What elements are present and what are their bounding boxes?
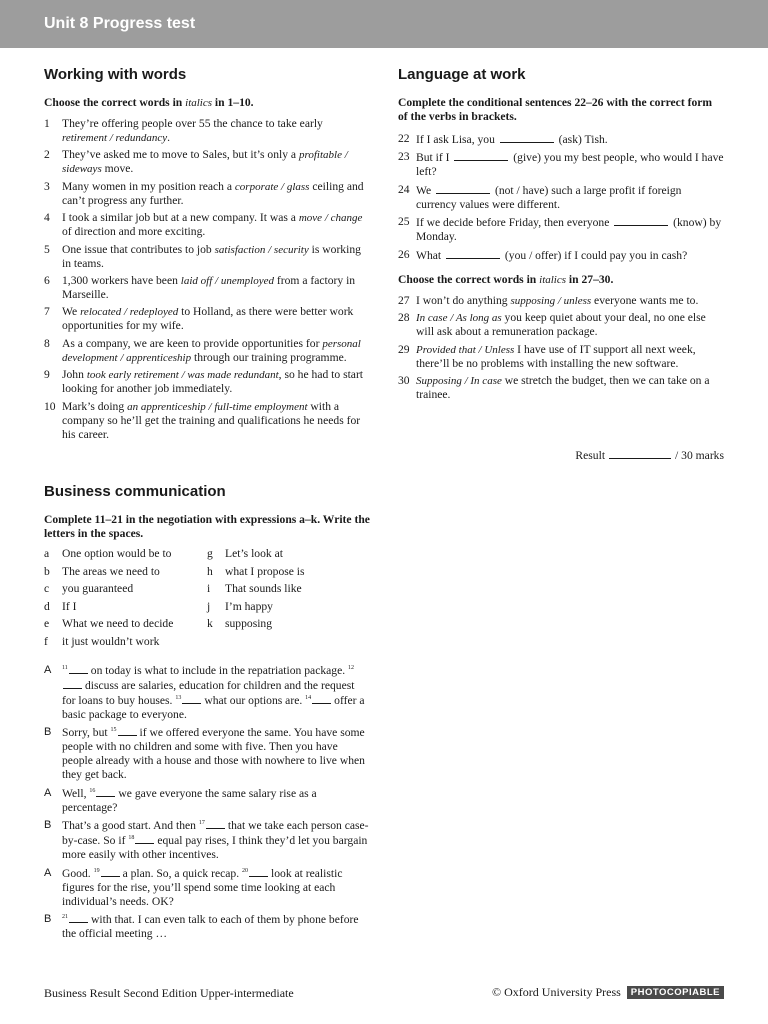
- expression-option: [207, 547, 370, 565]
- option-row: [44, 565, 370, 583]
- answer-blank: [206, 818, 225, 829]
- item-number: 7: [44, 305, 50, 319]
- text-segment: Mark’s doing: [62, 399, 128, 413]
- text-segment: Sorry, but: [62, 726, 111, 740]
- conditional-items-list: [398, 132, 724, 266]
- text-segment: Good.: [62, 866, 94, 880]
- item-number: 2: [44, 148, 50, 162]
- item-number: 8: [44, 336, 50, 350]
- text-segment: (know) by Monday.: [416, 216, 722, 244]
- gap-number: 12: [348, 665, 355, 671]
- text-segment: everyone wants me to.: [591, 294, 699, 307]
- text-segment: with a company so he’ll get the training and qualifications he needs for his career.: [62, 399, 361, 441]
- text-segment: We: [62, 305, 81, 319]
- answer-blank: [454, 150, 508, 161]
- answer-blank: [118, 725, 137, 736]
- choice-options-text: italics: [185, 97, 213, 109]
- answer-blank: [249, 866, 268, 877]
- item-number: 5: [44, 242, 50, 256]
- gap-number: 14: [305, 695, 312, 701]
- item-number: 22: [398, 132, 410, 145]
- text-segment: if we offered everyone the same. You have some people with no children and some with five. Then you have people already with a house and those with nowhere to live when they get back.: [62, 726, 365, 782]
- text-segment: That’s a good start. And then: [62, 819, 199, 833]
- text-segment: (give) you my best people, who would I have left?: [416, 151, 724, 179]
- instruction-conditionals: [398, 96, 724, 124]
- text-segment: Choose the correct words in: [44, 96, 186, 109]
- result-line: [398, 448, 724, 463]
- text-segment: from a factory in Marseille.: [62, 273, 356, 301]
- question-item: [44, 866, 370, 909]
- option-text: it just wouldn’t work: [62, 634, 160, 648]
- text-segment: I have use of IT support all next week, there’ll be no problems with installing the new software.: [416, 342, 696, 370]
- question-item: [398, 132, 724, 147]
- negotiation-dialogue: [44, 663, 370, 944]
- question-item: [44, 818, 370, 862]
- item-text: [62, 400, 370, 442]
- item-number: 23: [398, 150, 410, 164]
- gap-number: 21: [62, 913, 68, 920]
- instruction-business: [44, 513, 370, 541]
- item-number: 29: [398, 342, 410, 356]
- text-segment: look at realistic figures for the rise, you’ll spend some time looking at each individual’s needs. OK?: [62, 866, 343, 908]
- choice-options-text: retirement / redundancy: [62, 132, 168, 144]
- item-text: [416, 374, 724, 402]
- text-segment: in 1–10.: [212, 96, 254, 109]
- question-item: [44, 148, 370, 176]
- text-segment: , so he had to start looking for another job immediately.: [62, 368, 364, 396]
- option-text: What we need to decide: [62, 617, 174, 631]
- choice-options-text: an apprenticeship / full-time employment: [127, 400, 308, 413]
- choice-options-text: personal development / apprenticeship: [62, 337, 361, 364]
- choice-options-text: Provided that / Unless: [416, 343, 515, 356]
- working-items-list: [44, 117, 370, 445]
- expression-option: [44, 565, 207, 583]
- option-text: Let’s look at: [225, 547, 283, 560]
- item-text: [62, 243, 370, 271]
- footer-publisher: [492, 985, 724, 1000]
- answer-blank: [63, 678, 82, 689]
- option-letter: b: [44, 564, 50, 578]
- gap-number: 19: [93, 867, 100, 874]
- option-row: [44, 635, 370, 653]
- answer-blank: [69, 663, 88, 674]
- result-total: / 30 marks: [675, 449, 724, 462]
- text-segment: of direction and more exciting.: [62, 225, 206, 239]
- item-text: [62, 148, 370, 176]
- question-item: [44, 180, 370, 208]
- item-number: A: [44, 786, 52, 799]
- item-number: A: [44, 664, 52, 676]
- item-text: [62, 337, 370, 365]
- item-number: 24: [398, 182, 410, 196]
- answer-blank: [312, 693, 331, 704]
- text-segment: move.: [101, 162, 134, 176]
- result-blank: [609, 448, 671, 459]
- option-text: what I propose is: [225, 564, 305, 578]
- item-text: [62, 912, 370, 941]
- option-letter: f: [44, 634, 48, 648]
- text-segment: .: [167, 131, 170, 144]
- text-segment: that we take each person case-by-case. So if: [62, 819, 369, 848]
- option-text: you guaranteed: [62, 582, 134, 596]
- gap-number: 11: [62, 665, 68, 671]
- text-segment: Complete 11–21 in the negotiation with expressions a–k. Write the letters in the spaces.: [44, 513, 370, 540]
- question-item: [44, 725, 370, 782]
- option-row: [44, 600, 370, 618]
- text-segment: If I ask Lisa, you: [416, 133, 498, 146]
- text-segment: ceiling and can’t progress any further.: [62, 179, 364, 207]
- option-letter: c: [44, 582, 50, 596]
- question-item: [398, 374, 724, 402]
- choice-options-text: profitable / sideways: [62, 149, 348, 176]
- item-text: [416, 248, 724, 263]
- answer-blank: [614, 215, 668, 226]
- text-segment: 1,300 workers have been: [62, 273, 181, 287]
- option-letter: g: [207, 547, 213, 560]
- text-segment: we gave everyone the same salary rise as a percentage?: [62, 786, 317, 814]
- answer-blank: [500, 132, 554, 143]
- item-text: [62, 211, 370, 239]
- option-text: The areas we need to: [62, 564, 160, 578]
- question-item: [44, 274, 370, 302]
- text-segment: We: [416, 183, 435, 197]
- text-segment: I took a similar job but at a new company. It was a: [62, 211, 299, 225]
- photocopiable-badge: PHOTOCOPIABLE: [627, 986, 724, 999]
- option-row: [44, 547, 370, 565]
- section-title-language-at-work: Language at work: [398, 66, 526, 83]
- item-number: 25: [398, 215, 410, 229]
- option-letter: i: [207, 582, 211, 596]
- section-title-business-communication: Business communication: [44, 483, 226, 500]
- expression-option: [44, 600, 207, 618]
- text-segment: in 27–30.: [566, 273, 614, 286]
- answer-blank: [182, 693, 201, 704]
- question-item: [44, 211, 370, 239]
- choice-options-text: laid off / unemployed: [180, 274, 274, 287]
- answer-blank: [101, 866, 120, 877]
- question-item: [44, 663, 370, 722]
- question-item: [398, 150, 724, 179]
- item-text: [62, 368, 370, 396]
- expression-option: [44, 617, 207, 635]
- answer-blank: [135, 833, 154, 844]
- text-segment: Complete the conditional sentences 22–26 with the correct form of the verbs in brackets.: [398, 96, 713, 123]
- item-text: [62, 786, 370, 815]
- choice-options-text: corporate / glass: [234, 180, 310, 193]
- text-segment: offer a basic package to everyone.: [62, 694, 365, 721]
- question-item: [44, 243, 370, 271]
- expression-option: [207, 600, 370, 618]
- text-segment: discuss are salaries, education for children and the request for loans to buy houses.: [62, 679, 355, 707]
- option-text: If I: [62, 599, 77, 613]
- question-item: [44, 400, 370, 442]
- item-number: 30: [398, 374, 410, 388]
- text-segment: (you / offer) if I could pay you in cash?: [502, 248, 688, 262]
- text-segment: Well,: [62, 786, 90, 800]
- question-item: [44, 117, 370, 145]
- page-title: Unit 8 Progress test: [44, 15, 196, 32]
- choice-options-text: relocated / redeployed: [80, 306, 179, 319]
- item-text: [416, 311, 724, 339]
- expression-option: [44, 547, 207, 565]
- item-number: 3: [44, 179, 50, 193]
- option-text: supposing: [225, 617, 273, 631]
- text-segment: a plan. So, a quick recap.: [122, 866, 242, 880]
- option-letter: a: [44, 547, 50, 560]
- item-text: [62, 663, 370, 722]
- text-segment: But if I: [416, 151, 453, 165]
- text-segment: They’ve asked me to move to Sales, but it’s only a: [62, 148, 299, 162]
- option-text: That sounds like: [225, 582, 302, 596]
- expression-option: [207, 582, 370, 600]
- text-segment: you keep quiet about your deal, no one else will ask about a remuneration package.: [416, 311, 706, 339]
- section-title-working-with-words: Working with words: [44, 66, 187, 83]
- choice-options-text: move / change: [298, 212, 363, 225]
- question-item: [44, 305, 370, 333]
- item-number: B: [44, 912, 52, 925]
- gap-number: 16: [89, 787, 96, 794]
- publisher-text: © Oxford University Press: [492, 985, 621, 999]
- item-number: 26: [398, 247, 410, 261]
- item-text: [416, 343, 724, 371]
- header-bar: [0, 0, 768, 48]
- item-text: [62, 117, 370, 145]
- gap-number: 20: [242, 867, 248, 874]
- option-text: One option would be to: [62, 547, 172, 560]
- choice-options-text: satisfaction / security: [214, 243, 309, 256]
- item-number: B: [44, 819, 52, 832]
- gap-number: 15: [110, 727, 117, 734]
- expression-option: [44, 582, 207, 600]
- question-item: [398, 183, 724, 212]
- text-segment: through our training programme.: [191, 350, 347, 364]
- option-letter: k: [207, 617, 213, 631]
- item-text: [62, 305, 370, 333]
- item-number: 28: [398, 311, 410, 325]
- footer-book-title: Business Result Second Edition Upper-intermediate: [44, 986, 294, 1000]
- text-segment: to Holland, as there were better work opportunities for my wife.: [62, 305, 354, 333]
- question-item: [398, 311, 724, 339]
- item-text: [62, 866, 370, 909]
- answer-blank: [69, 912, 88, 923]
- item-number: 6: [44, 273, 50, 287]
- text-segment: on today is what to include in the repatriation package.: [90, 664, 349, 677]
- text-segment: (not / have) such a large profit if foreign currency values were different.: [416, 183, 682, 211]
- item-text: [416, 132, 724, 147]
- item-number: 4: [44, 211, 50, 225]
- choice-options-text: italics: [539, 274, 567, 286]
- question-item: [398, 215, 724, 244]
- question-item: [398, 294, 724, 308]
- item-text: [62, 818, 370, 862]
- item-number: 27: [398, 294, 410, 307]
- text-segment: Many women in my position reach a: [62, 179, 235, 193]
- instruction-working: [44, 96, 370, 110]
- text-segment: One issue that contributes to job: [62, 242, 215, 256]
- text-segment: I won’t do anything: [416, 294, 511, 307]
- answer-blank: [446, 248, 500, 259]
- text-segment: Choose the correct words in: [398, 273, 540, 286]
- choice-options-text: In case / As long as: [416, 312, 502, 325]
- option-row: [44, 582, 370, 600]
- gap-number: 17: [198, 820, 205, 827]
- question-item: [44, 912, 370, 941]
- question-item: [44, 786, 370, 815]
- answer-blank: [436, 183, 490, 194]
- text-segment: with that. I can even talk to each of them by phone before the official meeting …: [62, 912, 359, 940]
- text-segment: What: [416, 248, 445, 262]
- answer-blank: [96, 786, 115, 797]
- item-text: [62, 725, 370, 782]
- question-item: [398, 343, 724, 371]
- item-text: [62, 274, 370, 302]
- question-item: [398, 248, 724, 263]
- option-letter: h: [207, 564, 213, 578]
- item-text: [62, 180, 370, 208]
- gap-number: 13: [175, 695, 182, 701]
- item-number: 9: [44, 368, 50, 382]
- expression-option: [44, 635, 210, 653]
- item-number: 1: [44, 117, 50, 130]
- option-row: [44, 617, 370, 635]
- option-letter: d: [44, 599, 50, 613]
- text-segment: As a company, we are keen to provide opportunities for: [62, 336, 323, 350]
- choice-items-list: [398, 294, 724, 406]
- expression-option: [207, 617, 370, 635]
- item-number: B: [44, 726, 52, 739]
- item-number: 10: [44, 399, 56, 413]
- choice-options-text: took early retirement / was made redundant: [86, 369, 279, 382]
- option-text: I’m happy: [225, 599, 273, 613]
- choice-options-text: supposing / unless: [510, 295, 592, 307]
- choice-options-text: Supposing / In case: [416, 375, 502, 388]
- text-segment: They’re offering people over 55 the chance to take early: [62, 117, 323, 130]
- option-letter: e: [44, 617, 50, 631]
- result-label: Result: [575, 449, 606, 462]
- item-text: [416, 183, 724, 212]
- expression-options: [44, 547, 370, 653]
- text-segment: John: [62, 368, 87, 382]
- text-segment: (ask) Tish.: [555, 133, 608, 146]
- item-text: [416, 215, 724, 244]
- instruction-italics-choice: [398, 273, 724, 287]
- gap-number: 18: [128, 835, 135, 842]
- text-segment: we stretch the budget, then we can take on a trainee.: [416, 374, 710, 402]
- question-item: [44, 368, 370, 396]
- text-segment: equal pay rises, I think they’d let you bargain more easily with other incentives.: [62, 834, 368, 862]
- item-text: [416, 294, 724, 308]
- item-number: A: [44, 866, 52, 879]
- text-segment: what our options are.: [204, 694, 306, 707]
- text-segment: If we decide before Friday, then everyone: [416, 216, 613, 230]
- option-letter: j: [207, 599, 211, 613]
- item-text: [416, 150, 724, 179]
- expression-option: [207, 565, 370, 583]
- question-item: [44, 337, 370, 365]
- text-segment: is working in teams.: [62, 242, 361, 270]
